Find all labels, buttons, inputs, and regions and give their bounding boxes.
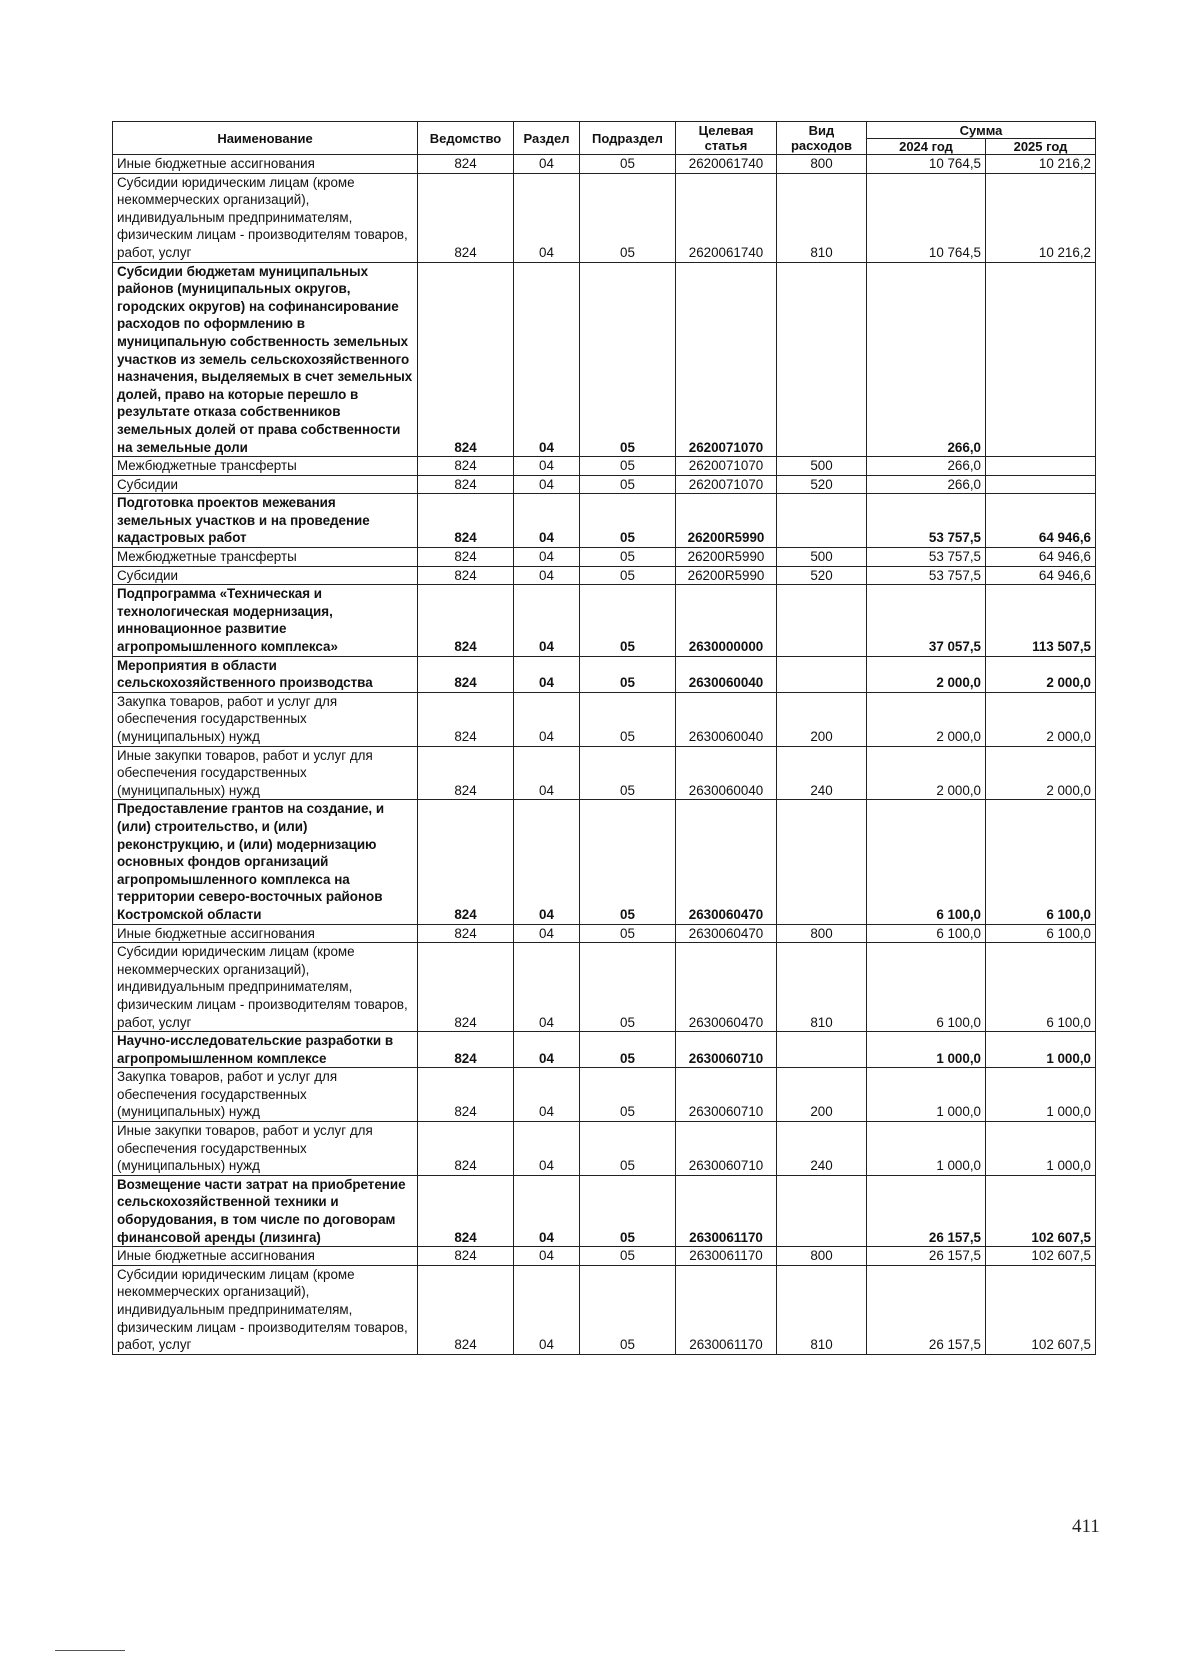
table-cell-article: 26200R5990 bbox=[676, 548, 777, 567]
page-number: 411 bbox=[1072, 1516, 1100, 1537]
table-cell-dept: 824 bbox=[418, 585, 514, 656]
table-cell-2024: 266,0 bbox=[867, 457, 986, 476]
table-cell-2024: 266,0 bbox=[867, 262, 986, 457]
table-cell-article: 2620061740 bbox=[676, 155, 777, 174]
table-cell-dept: 824 bbox=[418, 924, 514, 943]
table-cell-article: 26200R5990 bbox=[676, 566, 777, 585]
table-cell-name: Предоставление грантов на создание, и (или) строительство, и (или) реконструкцию, и (или) модернизацию основных фондов организаций агропромышленного комплекса на территории северо-восточных районов Костромской области bbox=[113, 800, 418, 924]
table-cell-article: 2630060710 bbox=[676, 1122, 777, 1176]
table-cell-subsection: 05 bbox=[580, 1265, 676, 1354]
table-cell-2024: 26 157,5 bbox=[867, 1247, 986, 1266]
table-row bbox=[113, 1247, 1096, 1266]
table-cell-section: 04 bbox=[514, 656, 580, 692]
table-cell-section: 04 bbox=[514, 692, 580, 746]
table-cell-kind bbox=[777, 1175, 867, 1246]
table-cell-subsection: 05 bbox=[580, 656, 676, 692]
table-cell-dept: 824 bbox=[418, 692, 514, 746]
table-cell-name: Межбюджетные трансферты bbox=[113, 457, 418, 476]
table-cell-section: 04 bbox=[514, 943, 580, 1032]
table-cell-kind: 500 bbox=[777, 548, 867, 567]
table-cell-dept: 824 bbox=[418, 1175, 514, 1246]
table-cell-article: 2620061740 bbox=[676, 173, 777, 262]
table-cell-2025: 2 000,0 bbox=[986, 746, 1096, 800]
table-cell-2025: 64 946,6 bbox=[986, 548, 1096, 567]
table-cell-2024: 53 757,5 bbox=[867, 566, 986, 585]
table-cell-2025: 6 100,0 bbox=[986, 800, 1096, 924]
table-row bbox=[113, 494, 1096, 548]
table-cell-2024: 1 000,0 bbox=[867, 1122, 986, 1176]
table-row bbox=[113, 548, 1096, 567]
table-cell-section: 04 bbox=[514, 585, 580, 656]
table-row bbox=[113, 746, 1096, 800]
table-cell-section: 04 bbox=[514, 1247, 580, 1266]
table-row bbox=[113, 262, 1096, 457]
table-cell-subsection: 05 bbox=[580, 692, 676, 746]
col-header-article bbox=[676, 122, 777, 155]
table-cell-kind: 800 bbox=[777, 924, 867, 943]
table-cell-name: Иные бюджетные ассигнования bbox=[113, 924, 418, 943]
table-cell-article: 2630060470 bbox=[676, 943, 777, 1032]
col-header-year-2025: 2025 год bbox=[986, 139, 1096, 155]
table-cell-name: Субсидии юридическим лицам (кроме некоммерческих организаций), индивидуальным предпринимателям, физическим лицам - производителям товаров, работ, услуг bbox=[113, 943, 418, 1032]
table-cell-name: Иные бюджетные ассигнования bbox=[113, 155, 418, 174]
table-cell-section: 04 bbox=[514, 155, 580, 174]
table-cell-name: Мероприятия в области сельскохозяйственного производства bbox=[113, 656, 418, 692]
table-cell-subsection: 05 bbox=[580, 494, 676, 548]
col-header-year-2024: 2024 год bbox=[867, 139, 986, 155]
table-cell-2025 bbox=[986, 457, 1096, 476]
table-cell-subsection: 05 bbox=[580, 1122, 676, 1176]
table-cell-2024: 26 157,5 bbox=[867, 1175, 986, 1246]
table-cell-kind bbox=[777, 494, 867, 548]
table-body bbox=[113, 155, 1096, 1355]
table-cell-2024: 10 764,5 bbox=[867, 155, 986, 174]
table-cell-2025: 10 216,2 bbox=[986, 155, 1096, 174]
col-header-section: Раздел bbox=[514, 122, 580, 155]
table-cell-2024: 10 764,5 bbox=[867, 173, 986, 262]
table-cell-section: 04 bbox=[514, 494, 580, 548]
table-row bbox=[113, 155, 1096, 174]
table-cell-article: 2630060710 bbox=[676, 1068, 777, 1122]
table-cell-article: 2630060040 bbox=[676, 692, 777, 746]
table-cell-kind bbox=[777, 656, 867, 692]
table-cell-kind: 500 bbox=[777, 457, 867, 476]
table-cell-section: 04 bbox=[514, 1122, 580, 1176]
table-cell-kind bbox=[777, 585, 867, 656]
table-cell-kind: 200 bbox=[777, 692, 867, 746]
table-cell-kind: 240 bbox=[777, 746, 867, 800]
col-header-dept: Ведомство bbox=[418, 122, 514, 155]
table-cell-dept: 824 bbox=[418, 1247, 514, 1266]
table-cell-name: Межбюджетные трансферты bbox=[113, 548, 418, 567]
table-cell-kind: 810 bbox=[777, 1265, 867, 1354]
table-row bbox=[113, 1175, 1096, 1246]
table-cell-subsection: 05 bbox=[580, 173, 676, 262]
col-header-article-line1: Целевая bbox=[698, 123, 754, 138]
table-cell-article: 26200R5990 bbox=[676, 494, 777, 548]
table-cell-dept: 824 bbox=[418, 1265, 514, 1354]
table-row bbox=[113, 943, 1096, 1032]
table-cell-2024: 26 157,5 bbox=[867, 1265, 986, 1354]
table-cell-2025: 10 216,2 bbox=[986, 173, 1096, 262]
table-cell-2025: 6 100,0 bbox=[986, 924, 1096, 943]
table-cell-subsection: 05 bbox=[580, 566, 676, 585]
table-cell-subsection: 05 bbox=[580, 155, 676, 174]
table-cell-article: 2630060470 bbox=[676, 800, 777, 924]
table-cell-2025: 102 607,5 bbox=[986, 1247, 1096, 1266]
table-cell-name: Субсидии юридическим лицам (кроме некоммерческих организаций), индивидуальным предпринимателям, физическим лицам - производителям товаров, работ, услуг bbox=[113, 1265, 418, 1354]
table-cell-2024: 1 000,0 bbox=[867, 1068, 986, 1122]
table-cell-section: 04 bbox=[514, 1175, 580, 1246]
table-cell-dept: 824 bbox=[418, 457, 514, 476]
footnote-rule bbox=[55, 1650, 125, 1651]
table-row bbox=[113, 1122, 1096, 1176]
table-cell-2025: 1 000,0 bbox=[986, 1068, 1096, 1122]
table-row bbox=[113, 457, 1096, 476]
table-cell-kind: 520 bbox=[777, 475, 867, 494]
table-cell-2024: 6 100,0 bbox=[867, 924, 986, 943]
col-header-sum: Сумма bbox=[867, 122, 1096, 139]
table-cell-article: 2630060710 bbox=[676, 1032, 777, 1068]
table-cell-subsection: 05 bbox=[580, 585, 676, 656]
budget-table bbox=[112, 121, 1096, 1355]
table-cell-2025: 6 100,0 bbox=[986, 943, 1096, 1032]
table-cell-2025: 64 946,6 bbox=[986, 494, 1096, 548]
table-cell-subsection: 05 bbox=[580, 475, 676, 494]
table-cell-dept: 824 bbox=[418, 262, 514, 457]
table-cell-kind bbox=[777, 800, 867, 924]
table-cell-subsection: 05 bbox=[580, 262, 676, 457]
table-cell-2024: 6 100,0 bbox=[867, 943, 986, 1032]
table-cell-subsection: 05 bbox=[580, 1247, 676, 1266]
table-cell-name: Возмещение части затрат на приобретение сельскохозяйственной техники и оборудования, в том числе по договорам финансовой аренды (лизинга) bbox=[113, 1175, 418, 1246]
table-cell-kind: 520 bbox=[777, 566, 867, 585]
table-cell-subsection: 05 bbox=[580, 1068, 676, 1122]
table-row bbox=[113, 1265, 1096, 1354]
table-cell-section: 04 bbox=[514, 457, 580, 476]
col-header-article-line2: статья bbox=[704, 138, 748, 153]
table-cell-2025: 64 946,6 bbox=[986, 566, 1096, 585]
table-cell-section: 04 bbox=[514, 746, 580, 800]
table-cell-2024: 2 000,0 bbox=[867, 692, 986, 746]
table-cell-section: 04 bbox=[514, 1265, 580, 1354]
table-row bbox=[113, 656, 1096, 692]
table-cell-name: Иные закупки товаров, работ и услуг для обеспечения государственных (муниципальных) нужд bbox=[113, 1122, 418, 1176]
table-cell-2025: 2 000,0 bbox=[986, 692, 1096, 746]
table-cell-dept: 824 bbox=[418, 1122, 514, 1176]
col-header-name: Наименование bbox=[113, 122, 418, 155]
col-header-kind-line1: Вид bbox=[808, 123, 835, 138]
table-cell-dept: 824 bbox=[418, 746, 514, 800]
budget-sheet bbox=[112, 121, 1095, 1355]
table-cell-name: Субсидии bbox=[113, 566, 418, 585]
table-cell-dept: 824 bbox=[418, 1032, 514, 1068]
table-cell-2025 bbox=[986, 475, 1096, 494]
table-cell-subsection: 05 bbox=[580, 746, 676, 800]
table-cell-section: 04 bbox=[514, 566, 580, 585]
table-row bbox=[113, 1032, 1096, 1068]
table-cell-2025: 1 000,0 bbox=[986, 1032, 1096, 1068]
table-row bbox=[113, 800, 1096, 924]
table-cell-section: 04 bbox=[514, 1068, 580, 1122]
table-cell-2024: 37 057,5 bbox=[867, 585, 986, 656]
table-cell-name: Закупка товаров, работ и услуг для обеспечения государственных (муниципальных) нужд bbox=[113, 1068, 418, 1122]
table-cell-kind: 800 bbox=[777, 1247, 867, 1266]
table-cell-name: Научно-исследовательские разработки в агропромышленном комплексе bbox=[113, 1032, 418, 1068]
table-cell-2024: 53 757,5 bbox=[867, 494, 986, 548]
table-cell-dept: 824 bbox=[418, 1068, 514, 1122]
table-row bbox=[113, 566, 1096, 585]
table-cell-dept: 824 bbox=[418, 155, 514, 174]
table-cell-name: Иные закупки товаров, работ и услуг для обеспечения государственных (муниципальных) нужд bbox=[113, 746, 418, 800]
table-row bbox=[113, 475, 1096, 494]
table-cell-dept: 824 bbox=[418, 475, 514, 494]
table-cell-kind: 810 bbox=[777, 173, 867, 262]
table-cell-subsection: 05 bbox=[580, 1175, 676, 1246]
table-cell-dept: 824 bbox=[418, 943, 514, 1032]
col-header-kind bbox=[777, 122, 867, 155]
table-row bbox=[113, 173, 1096, 262]
table-cell-kind bbox=[777, 262, 867, 457]
table-cell-name: Подготовка проектов межевания земельных участков и на проведение кадастровых работ bbox=[113, 494, 418, 548]
table-row bbox=[113, 1068, 1096, 1122]
table-cell-article: 2620071070 bbox=[676, 262, 777, 457]
table-cell-article: 2630000000 bbox=[676, 585, 777, 656]
table-cell-article: 2630061170 bbox=[676, 1247, 777, 1266]
table-cell-dept: 824 bbox=[418, 494, 514, 548]
table-cell-2025: 1 000,0 bbox=[986, 1122, 1096, 1176]
table-cell-name: Иные бюджетные ассигнования bbox=[113, 1247, 418, 1266]
table-cell-section: 04 bbox=[514, 173, 580, 262]
table-cell-subsection: 05 bbox=[580, 800, 676, 924]
table-cell-2025: 2 000,0 bbox=[986, 656, 1096, 692]
table-cell-dept: 824 bbox=[418, 800, 514, 924]
col-header-kind-line2: расходов bbox=[790, 138, 853, 153]
table-cell-name: Субсидии бюджетам муниципальных районов (муниципальных округов, городских округов) на софинансирование расходов по оформлению в муниципальную собственность земельных участков из земель сельскохозяйственного назначения, выделяемых в счет земельных долей, право на которые перешло в результате отказа собственников земельных долей от права собственности на земельные доли bbox=[113, 262, 418, 457]
table-cell-2024: 53 757,5 bbox=[867, 548, 986, 567]
table-cell-name: Закупка товаров, работ и услуг для обеспечения государственных (муниципальных) нужд bbox=[113, 692, 418, 746]
table-cell-2025: 102 607,5 bbox=[986, 1175, 1096, 1246]
table-cell-subsection: 05 bbox=[580, 924, 676, 943]
table-cell-2024: 2 000,0 bbox=[867, 656, 986, 692]
table-cell-section: 04 bbox=[514, 924, 580, 943]
table-cell-article: 2620071070 bbox=[676, 475, 777, 494]
col-header-subsection: Подраздел bbox=[580, 122, 676, 155]
table-cell-kind: 800 bbox=[777, 155, 867, 174]
table-row bbox=[113, 924, 1096, 943]
table-cell-2024: 1 000,0 bbox=[867, 1032, 986, 1068]
table-cell-section: 04 bbox=[514, 262, 580, 457]
table-cell-2025: 113 507,5 bbox=[986, 585, 1096, 656]
table-cell-subsection: 05 bbox=[580, 457, 676, 476]
table-cell-article: 2630060040 bbox=[676, 656, 777, 692]
table-cell-section: 04 bbox=[514, 1032, 580, 1068]
table-cell-section: 04 bbox=[514, 548, 580, 567]
table-cell-name: Субсидии bbox=[113, 475, 418, 494]
table-cell-article: 2630060040 bbox=[676, 746, 777, 800]
table-cell-2024: 6 100,0 bbox=[867, 800, 986, 924]
table-cell-2024: 266,0 bbox=[867, 475, 986, 494]
table-row bbox=[113, 692, 1096, 746]
table-cell-section: 04 bbox=[514, 475, 580, 494]
table-cell-dept: 824 bbox=[418, 656, 514, 692]
table-row bbox=[113, 585, 1096, 656]
table-cell-dept: 824 bbox=[418, 548, 514, 567]
table-cell-kind: 240 bbox=[777, 1122, 867, 1176]
table-cell-article: 2620071070 bbox=[676, 457, 777, 476]
table-cell-article: 2630061170 bbox=[676, 1175, 777, 1246]
table-cell-name: Субсидии юридическим лицам (кроме некоммерческих организаций), индивидуальным предпринимателям, физическим лицам - производителям товаров, работ, услуг bbox=[113, 173, 418, 262]
table-cell-article: 2630060470 bbox=[676, 924, 777, 943]
table-cell-subsection: 05 bbox=[580, 943, 676, 1032]
table-cell-section: 04 bbox=[514, 800, 580, 924]
table-cell-kind bbox=[777, 1032, 867, 1068]
table-cell-2025: 102 607,5 bbox=[986, 1265, 1096, 1354]
table-cell-kind: 200 bbox=[777, 1068, 867, 1122]
table-cell-subsection: 05 bbox=[580, 1032, 676, 1068]
table-cell-dept: 824 bbox=[418, 173, 514, 262]
table-cell-subsection: 05 bbox=[580, 548, 676, 567]
table-cell-kind: 810 bbox=[777, 943, 867, 1032]
table-cell-dept: 824 bbox=[418, 566, 514, 585]
table-cell-2025 bbox=[986, 262, 1096, 457]
table-cell-name: Подпрограмма «Техническая и технологическая модернизация, инновационное развитие агропромышленного комплекса» bbox=[113, 585, 418, 656]
table-cell-article: 2630061170 bbox=[676, 1265, 777, 1354]
table-cell-2024: 2 000,0 bbox=[867, 746, 986, 800]
